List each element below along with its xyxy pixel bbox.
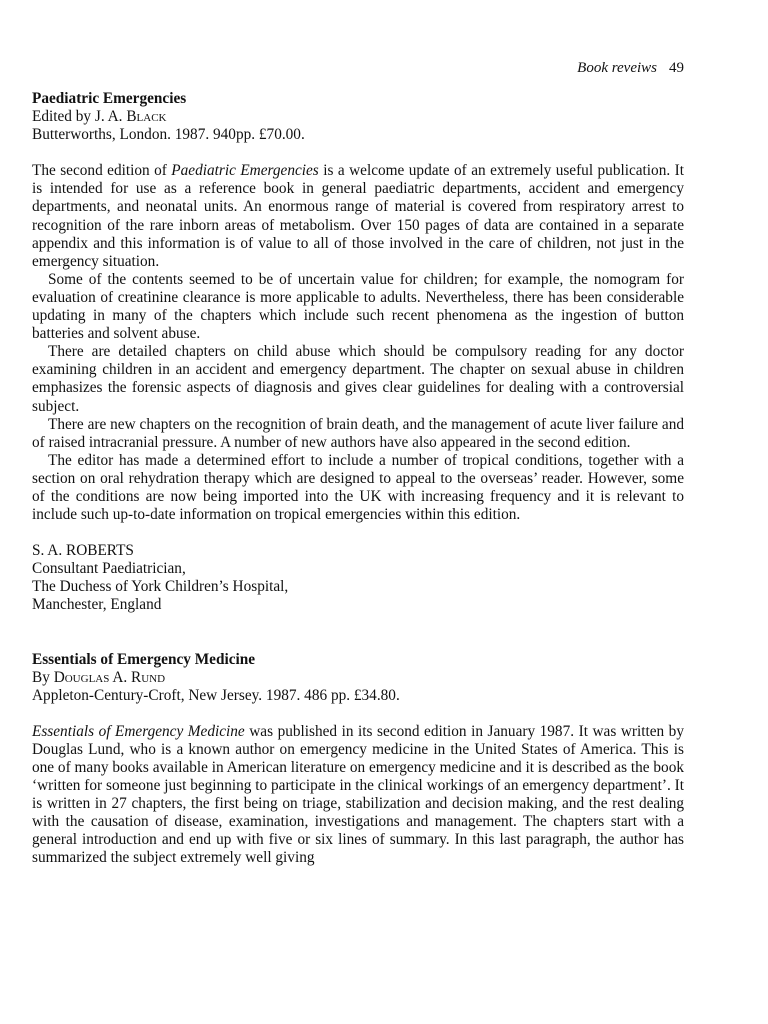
review-1-editor xyxy=(32,108,684,126)
review-2-publication: Appleton-Century-Croft, New Jersey. 1987. 486 pp. £34.80. xyxy=(32,686,400,704)
review-1-editor-prefix: Edited by J. A. xyxy=(32,108,127,126)
review-1-paragraph-4: There are new chapters on the recognition of brain death, and the management of acute liver failure and of raised intracranial pressure. A number of new authors have also appeared in the second edition. xyxy=(32,415,684,451)
review-2-paragraph-1 xyxy=(32,723,684,868)
review-1-paragraph-5: The editor has made a determined effort to include a number of tropical conditions, together with a section on oral rehydration therapy which are designed to appeal to the overseas’ reader. However, some of the conditions are now being imported into the UK with increasing frequency and it is relevant to include such up-to-date information on tropical emergencies within this edition. xyxy=(32,451,684,524)
review-1-p1-pre: The second edition of xyxy=(32,162,172,180)
running-head-section: Book reveiws xyxy=(577,60,657,76)
page-number: 49 xyxy=(669,60,684,76)
review-2-title: Essentials of Emergency Medicine xyxy=(32,650,256,668)
review-2 xyxy=(32,651,684,868)
review-1-publication: Butterworths, London. 1987. 940pp. £70.00. xyxy=(32,126,305,144)
reviewer-role: Consultant Paediatrician, xyxy=(32,560,186,578)
review-2-author xyxy=(32,669,684,687)
review-1-title: Paediatric Emergencies xyxy=(32,90,187,107)
review-1-paragraph-3: There are detailed chapters on child abuse which should be compulsory reading for any doctor examining children in an accident and emergency department. The chapter on sexual abuse in children emphasizes the forensic aspects of diagnosis and gives clear guidelines for dealing with a controversial subject. xyxy=(32,343,684,415)
review-1-reviewer xyxy=(32,542,684,614)
review-1-p1-book-title: Paediatric Emergencies xyxy=(171,162,319,180)
review-1 xyxy=(32,90,684,615)
review-1-paragraph-1 xyxy=(32,162,684,271)
reviewer-hospital: The Duchess of York Children’s Hospital, xyxy=(32,578,289,596)
review-1-editor-surname: Black xyxy=(126,108,167,126)
review-1-paragraph-2: Some of the contents seemed to be of uncertain value for children; for example, the nomogram for evaluation of creatinine clearance is more applicable to adults. Nevertheless, there has been considerable updating in many of the chapters which include such recent phenomena as the ingestion of button batteries and solvent abuse. xyxy=(32,270,684,343)
review-1-p1-post: is a welcome update of an extremely useful publication. It is intended for use as a reference book in general paediatric departments, accident and emergency departments, and neonatal units. An enormous range of material is covered from respiratory arrest to recognition of the rare inborn areas of metabolism. Over 150 pages of data are contained in a separate appendix and this information is of value to all of those involved in the care of children, not just in the emergency situation. xyxy=(32,162,684,270)
reviewer-name: S. A. ROBERTS xyxy=(32,542,134,560)
review-2-author-name: Douglas A. Rund xyxy=(53,668,166,686)
review-2-p1-post: was published in its second edition in January 1987. It was written by Douglas Lund, who is a known author on emergency medicine in the United States of America. This is one of many books available in American literature on emergency medicine and it is described as the book ‘written for someone just beginning to participate in the clinical workings of an emergency department’. It is written in 27 chapters, the first being on triage, stabilization and decision making, and the rest dealing with the causation of disease, examination, investigations and management. The chapters start with a general introduction and end up with five or six lines of summary. In this last paragraph, the author has summarized the subject extremely well giving xyxy=(32,722,684,867)
running-head xyxy=(32,58,684,78)
review-2-author-prefix: By xyxy=(32,668,54,686)
review-2-p1-book-title: Essentials of Emergency Medicine xyxy=(32,722,245,740)
reviewer-location: Manchester, England xyxy=(32,596,162,614)
page xyxy=(32,58,684,868)
